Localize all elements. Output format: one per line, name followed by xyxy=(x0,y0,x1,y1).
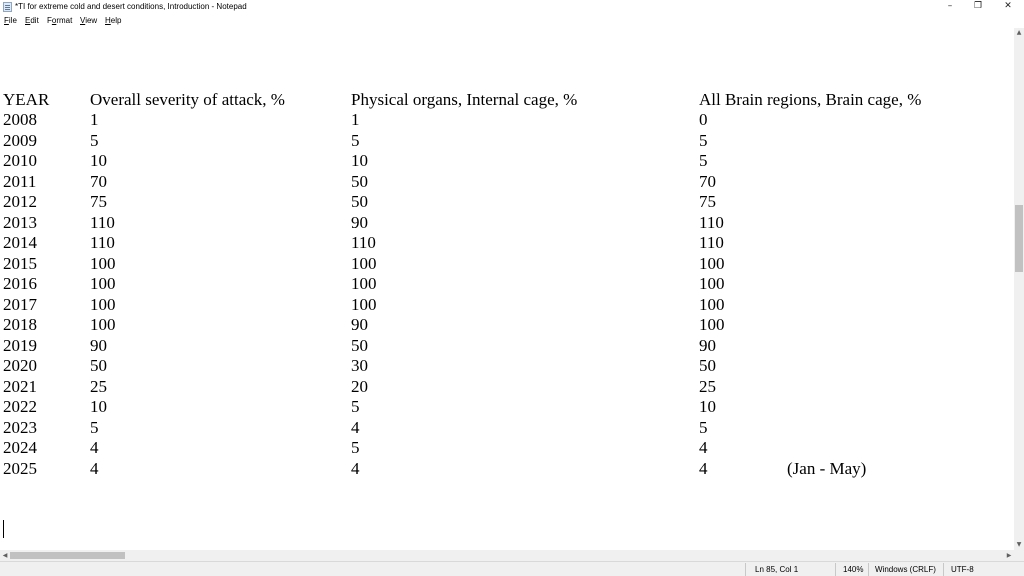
data-row xyxy=(0,233,1014,253)
header-overall: Overall severity of attack, % xyxy=(90,90,285,109)
data-row xyxy=(0,131,1014,151)
title-bar[interactable] xyxy=(0,0,1024,14)
cell-physical: 100 xyxy=(351,274,377,293)
vertical-scrollbar[interactable] xyxy=(1014,28,1024,550)
cell-year: 2018 xyxy=(3,315,37,334)
status-divider xyxy=(868,563,869,576)
cell-physical: 50 xyxy=(351,171,368,191)
line-ending: Windows (CRLF) xyxy=(875,565,936,574)
cell-overall: 5 xyxy=(90,130,99,150)
data-row xyxy=(0,295,1014,315)
cell-overall: 10 xyxy=(90,151,107,170)
cell-brain: 90 xyxy=(699,335,716,355)
cell-brain: 0 xyxy=(699,110,708,129)
cell-physical: 50 xyxy=(351,335,368,355)
vertical-scroll-thumb[interactable] xyxy=(1015,205,1023,272)
cell-brain: 70 xyxy=(699,171,716,191)
cell-overall: 4 xyxy=(90,438,99,457)
cell-brain: 10 xyxy=(699,397,716,416)
cell-overall: 100 xyxy=(90,274,116,293)
cell-year: 2025 xyxy=(3,458,37,478)
cell-year: 2016 xyxy=(3,274,37,293)
cell-physical: 90 xyxy=(351,315,368,334)
header-physical: Physical organs, Internal cage, % xyxy=(351,90,578,109)
cell-year: 2009 xyxy=(3,130,37,150)
cell-overall: 110 xyxy=(90,212,115,232)
cell-brain: 110 xyxy=(699,212,724,232)
status-divider xyxy=(835,563,836,576)
data-row xyxy=(0,438,1014,458)
cell-year: 2010 xyxy=(3,151,37,170)
cell-year: 2014 xyxy=(3,233,37,252)
cell-overall: 100 xyxy=(90,253,116,273)
horizontal-scrollbar[interactable] xyxy=(0,550,1014,561)
cell-overall: 100 xyxy=(90,315,116,334)
cell-physical: 4 xyxy=(351,458,360,478)
cell-year: 2017 xyxy=(3,294,37,314)
cell-year: 2012 xyxy=(3,192,37,211)
data-row xyxy=(0,110,1014,130)
text-caret xyxy=(3,520,4,538)
cell-year: 2019 xyxy=(3,335,37,355)
data-row xyxy=(0,254,1014,274)
menu-format[interactable]: Format xyxy=(47,16,73,25)
cell-physical: 5 xyxy=(351,438,360,457)
cell-brain: 4 xyxy=(699,438,708,457)
scroll-left-arrow-icon[interactable]: ◀ xyxy=(2,552,8,559)
cell-brain: 25 xyxy=(699,376,716,396)
cell-overall: 10 xyxy=(90,397,107,416)
cell-overall: 70 xyxy=(90,171,107,191)
data-row xyxy=(0,397,1014,417)
cell-overall: 1 xyxy=(90,110,99,129)
cursor-position: Ln 85, Col 1 xyxy=(755,565,799,574)
cell-brain: 50 xyxy=(699,356,716,375)
cell-overall: 90 xyxy=(90,335,107,355)
menu-edit[interactable]: Edit xyxy=(25,16,39,25)
status-bar xyxy=(0,561,1024,576)
cell-physical: 5 xyxy=(351,397,360,416)
cell-overall: 50 xyxy=(90,356,107,375)
cell-year: 2024 xyxy=(3,438,37,457)
cell-physical: 100 xyxy=(351,253,377,273)
cell-year: 2015 xyxy=(3,253,37,273)
cell-year: 2020 xyxy=(3,356,37,375)
zoom-level: 140% xyxy=(843,565,864,574)
data-row xyxy=(0,356,1014,376)
window-title: *TI for extreme cold and desert conditions, Introduction - Notepad xyxy=(15,2,247,11)
cell-physical: 4 xyxy=(351,417,360,437)
data-row xyxy=(0,377,1014,397)
maximize-button[interactable]: ❐ xyxy=(973,1,983,11)
cell-overall: 75 xyxy=(90,192,107,211)
cell-year: 2022 xyxy=(3,397,37,416)
cell-year: 2011 xyxy=(3,171,37,191)
scrollbar-corner xyxy=(1014,550,1024,561)
cell-physical: 5 xyxy=(351,130,360,150)
cell-note: (Jan - May) xyxy=(787,458,867,478)
data-row xyxy=(0,459,1014,479)
data-row xyxy=(0,315,1014,335)
cell-physical: 90 xyxy=(351,212,368,232)
cell-brain: 5 xyxy=(699,417,708,437)
encoding: UTF-8 xyxy=(951,565,974,574)
cell-overall: 110 xyxy=(90,233,115,252)
cell-physical: 10 xyxy=(351,151,368,170)
menu-help[interactable]: Help xyxy=(105,16,122,25)
cell-physical: 110 xyxy=(351,233,376,252)
data-row xyxy=(0,172,1014,192)
cell-brain: 100 xyxy=(699,294,725,314)
cell-brain: 100 xyxy=(699,253,725,273)
scroll-up-arrow-icon[interactable]: ▲ xyxy=(1016,29,1022,36)
cell-year: 2008 xyxy=(3,110,37,129)
text-editor[interactable] xyxy=(0,28,1014,550)
cell-brain: 5 xyxy=(699,151,708,170)
menu-bar xyxy=(0,14,1024,28)
data-row xyxy=(0,418,1014,438)
cell-brain: 75 xyxy=(699,192,716,211)
cell-brain: 4 xyxy=(699,458,708,478)
status-divider xyxy=(745,563,746,576)
menu-view[interactable]: View xyxy=(80,16,98,25)
data-row xyxy=(0,192,1014,212)
cell-physical: 100 xyxy=(351,294,377,314)
header-year: YEAR xyxy=(3,90,50,109)
cell-physical: 1 xyxy=(351,110,360,129)
minimize-button[interactable]: – xyxy=(947,1,953,11)
header-brain: All Brain regions, Brain cage, % xyxy=(699,90,922,109)
cell-physical: 30 xyxy=(351,356,368,375)
close-button[interactable]: ✕ xyxy=(1004,1,1012,11)
status-divider xyxy=(943,563,944,576)
cell-brain: 100 xyxy=(699,274,725,293)
header-row xyxy=(0,90,1014,110)
data-row xyxy=(0,336,1014,356)
cell-overall: 5 xyxy=(90,417,99,437)
cell-physical: 20 xyxy=(351,376,368,396)
cell-year: 2013 xyxy=(3,212,37,232)
cell-brain: 100 xyxy=(699,315,725,334)
horizontal-scroll-thumb[interactable] xyxy=(10,552,125,559)
scroll-down-arrow-icon[interactable]: ▼ xyxy=(1016,541,1022,548)
data-row xyxy=(0,213,1014,233)
cell-brain: 110 xyxy=(699,233,724,252)
cell-year: 2021 xyxy=(3,376,37,396)
data-row xyxy=(0,151,1014,171)
cell-physical: 50 xyxy=(351,192,368,211)
scroll-right-arrow-icon[interactable]: ▶ xyxy=(1006,552,1012,559)
cell-overall: 25 xyxy=(90,376,107,396)
notepad-icon xyxy=(3,2,12,12)
cell-overall: 100 xyxy=(90,294,116,314)
data-row xyxy=(0,274,1014,294)
cell-overall: 4 xyxy=(90,458,99,478)
menu-file[interactable]: File xyxy=(4,16,17,25)
cell-year: 2023 xyxy=(3,417,37,437)
cell-brain: 5 xyxy=(699,130,708,150)
